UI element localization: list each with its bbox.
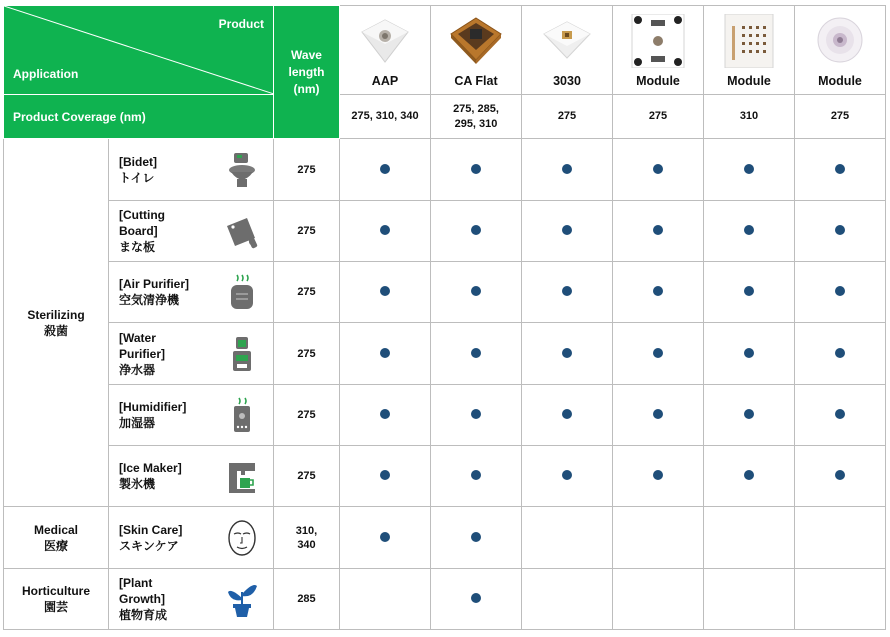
application-cell <box>109 569 274 630</box>
application-label: [Cutting Board] まな板 <box>119 208 165 254</box>
mark-dot <box>471 409 481 419</box>
mark-dot <box>562 348 572 358</box>
mark-dot <box>471 348 481 358</box>
product-header <box>340 6 431 95</box>
mark-cell <box>431 446 522 507</box>
mark-dot <box>653 470 663 480</box>
header-corner <box>4 6 274 95</box>
mark-cell <box>795 507 886 569</box>
mark-cell <box>340 446 431 507</box>
mark-cell <box>704 139 795 201</box>
plant-icon <box>225 580 259 618</box>
mark-dot <box>744 348 754 358</box>
mark-cell <box>431 323 522 385</box>
mark-cell <box>613 201 704 262</box>
mark-cell <box>613 385 704 446</box>
mark-cell <box>795 262 886 323</box>
mark-cell <box>795 139 886 201</box>
application-label: [Humidifier] 加湿器 <box>119 400 187 430</box>
mark-cell <box>340 139 431 201</box>
product-name: CA Flat <box>454 74 498 88</box>
square-module-board <box>629 14 687 68</box>
mark-cell <box>431 262 522 323</box>
mark-dot <box>744 286 754 296</box>
ice-maker-icon <box>225 457 259 495</box>
humidifier-icon <box>225 396 259 434</box>
wavelength-value: 275 <box>274 262 340 323</box>
mark-dot <box>471 164 481 174</box>
product-name: 3030 <box>553 74 581 88</box>
mark-cell <box>340 569 431 630</box>
mark-cell <box>431 201 522 262</box>
mark-cell <box>340 262 431 323</box>
mark-cell <box>613 262 704 323</box>
application-product-matrix <box>3 5 886 630</box>
application-label: [Water Purifier] 浄水器 <box>119 330 166 377</box>
array-module-board <box>720 14 778 68</box>
mark-dot <box>380 286 390 296</box>
mark-dot <box>835 348 845 358</box>
mark-cell <box>613 507 704 569</box>
product-header <box>431 6 522 95</box>
mark-dot <box>744 470 754 480</box>
mark-dot <box>835 409 845 419</box>
coverage-value: 275 <box>522 95 613 139</box>
mark-dot <box>562 286 572 296</box>
air-purifier-icon <box>225 273 259 311</box>
mark-cell <box>795 569 886 630</box>
wavelength-value: 275 <box>274 446 340 507</box>
product-axis-label: Product <box>218 17 264 31</box>
mark-dot <box>380 532 390 542</box>
mark-dot <box>653 225 663 235</box>
coverage-value: 275 <box>613 95 704 139</box>
product-header <box>795 6 886 95</box>
face-icon <box>225 519 259 557</box>
mark-dot <box>562 225 572 235</box>
aap-led-package <box>356 14 414 68</box>
application-cell <box>109 262 274 323</box>
mark-cell <box>340 385 431 446</box>
3030-led-package <box>538 14 596 68</box>
mark-dot <box>744 164 754 174</box>
mark-dot <box>744 409 754 419</box>
product-header <box>522 6 613 95</box>
mark-cell <box>704 569 795 630</box>
mark-dot <box>835 164 845 174</box>
wavelength-value: 275 <box>274 385 340 446</box>
application-label: [Air Purifier] 空気清浄機 <box>119 277 190 307</box>
mark-cell <box>704 262 795 323</box>
product-name: Module <box>818 74 862 88</box>
application-cell <box>109 323 274 385</box>
mark-cell <box>431 385 522 446</box>
mark-dot <box>744 225 754 235</box>
mark-dot <box>562 409 572 419</box>
mark-dot <box>471 532 481 542</box>
mark-dot <box>380 409 390 419</box>
toilet-icon <box>225 151 259 189</box>
product-header <box>704 6 795 95</box>
mark-cell <box>522 262 613 323</box>
mark-dot <box>562 164 572 174</box>
mark-cell <box>704 446 795 507</box>
round-module <box>811 14 869 68</box>
mark-cell <box>340 323 431 385</box>
mark-cell <box>522 569 613 630</box>
water-purifier-icon <box>225 335 259 373</box>
mark-cell <box>522 323 613 385</box>
mark-cell <box>795 385 886 446</box>
mark-cell <box>704 385 795 446</box>
wavelength-value: 310, 340 <box>274 507 340 569</box>
mark-dot <box>471 225 481 235</box>
mark-dot <box>471 593 481 603</box>
mark-cell <box>522 139 613 201</box>
cutting-board-icon <box>225 212 259 250</box>
mark-dot <box>653 409 663 419</box>
application-label: [Skin Care] スキンケア <box>119 522 183 553</box>
application-axis-label: Application <box>13 67 79 81</box>
coverage-value: 275, 310, 340 <box>340 95 431 139</box>
application-cell <box>109 139 274 201</box>
product-name: Module <box>636 74 680 88</box>
mark-dot <box>835 225 845 235</box>
application-cell <box>109 446 274 507</box>
mark-dot <box>562 470 572 480</box>
product-name: AAP <box>371 74 399 88</box>
mark-cell <box>795 323 886 385</box>
mark-dot <box>471 286 481 296</box>
wavelength-value: 275 <box>274 323 340 385</box>
application-label: [Plant Growth] 植物育成 <box>119 576 168 622</box>
mark-cell <box>704 507 795 569</box>
wavelength-header: Wave length (nm) <box>274 6 340 139</box>
mark-cell <box>795 201 886 262</box>
ca-flat-led-package <box>447 14 505 68</box>
application-cell <box>109 385 274 446</box>
mark-dot <box>653 164 663 174</box>
coverage-label: Product Coverage (nm) <box>4 95 274 139</box>
mark-cell <box>704 323 795 385</box>
mark-cell <box>522 446 613 507</box>
mark-cell <box>522 385 613 446</box>
mark-dot <box>380 348 390 358</box>
mark-dot <box>653 286 663 296</box>
mark-cell <box>613 446 704 507</box>
mark-cell <box>431 139 522 201</box>
mark-dot <box>380 164 390 174</box>
mark-cell <box>795 446 886 507</box>
mark-dot <box>653 348 663 358</box>
mark-cell <box>431 507 522 569</box>
coverage-value: 310 <box>704 95 795 139</box>
mark-cell <box>613 323 704 385</box>
mark-dot <box>835 470 845 480</box>
mark-cell <box>704 201 795 262</box>
mark-cell <box>522 201 613 262</box>
mark-cell <box>431 569 522 630</box>
category-medical: Medical 医療 <box>4 507 109 569</box>
wavelength-value: 275 <box>274 201 340 262</box>
coverage-value: 275 <box>795 95 886 139</box>
mark-cell <box>613 569 704 630</box>
application-label: [Bidet] トイレ <box>119 154 157 185</box>
mark-dot <box>835 286 845 296</box>
mark-cell <box>522 507 613 569</box>
application-label: [Ice Maker] 製氷機 <box>119 461 182 491</box>
wavelength-value: 285 <box>274 569 340 630</box>
product-name: Module <box>727 74 771 88</box>
application-cell <box>109 201 274 262</box>
product-header <box>613 6 704 95</box>
mark-cell <box>613 139 704 201</box>
mark-dot <box>380 225 390 235</box>
application-cell <box>109 507 274 569</box>
coverage-value: 275, 285, 295, 310 <box>431 95 522 139</box>
mark-dot <box>380 470 390 480</box>
category-sterilizing: Sterilizing 殺菌 <box>4 139 109 507</box>
mark-cell <box>340 201 431 262</box>
mark-cell <box>340 507 431 569</box>
wavelength-value: 275 <box>274 139 340 201</box>
category-horticulture: Horticulture 園芸 <box>4 569 109 630</box>
mark-dot <box>471 470 481 480</box>
